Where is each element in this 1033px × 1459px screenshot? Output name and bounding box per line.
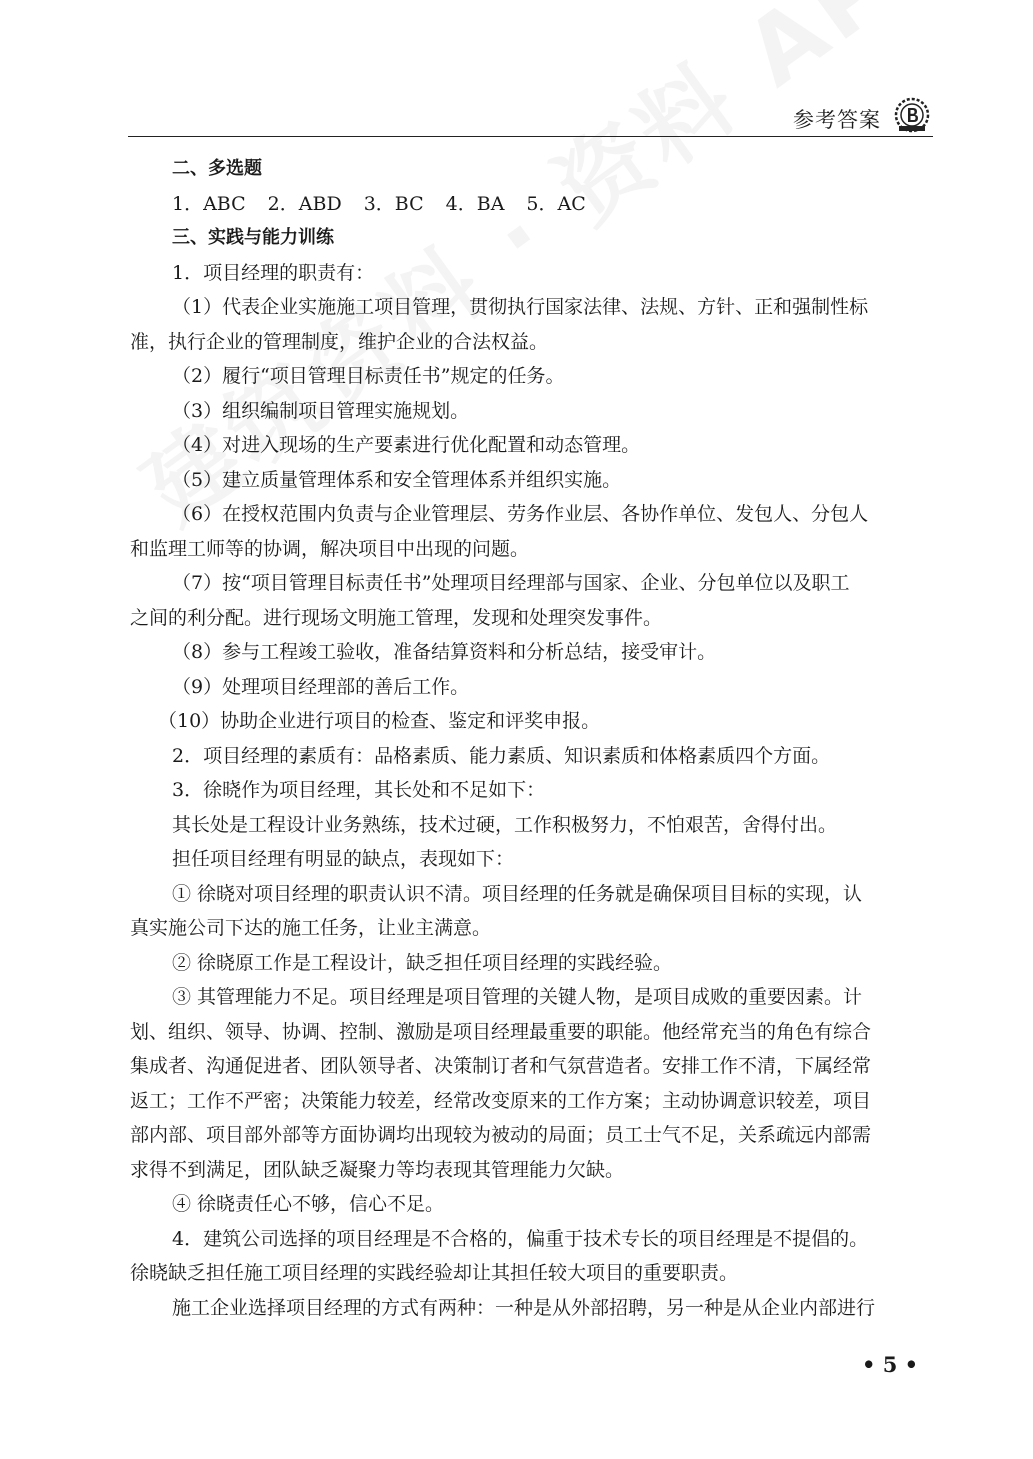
weakness-point-3-line-2: 划、组织、领导、协调、控制、激励是项目经理最重要的职能。他经常充当的角色有综合	[130, 1020, 872, 1043]
duty-list	[130, 290, 932, 704]
book-emblem-icon	[893, 96, 931, 134]
answer-4: 4．BA	[445, 192, 505, 215]
section-heading-practice: 三、实践与能力训练	[172, 227, 334, 248]
weakness-point-1-line-1: ① 徐晓对项目经理的职责认识不清。项目经理的任务就是确保项目目标的实现，认	[172, 882, 863, 905]
duty-item-6-line-1: （6）在授权范围内负责与企业管理层、劳务作业层、各协作单位、发包人、分包人	[172, 503, 869, 525]
weakness-list	[130, 877, 932, 1222]
duty-item-10: （10）协助企业进行项目的检查、鉴定和评奖申报。	[158, 710, 601, 732]
question-4-line-2: 徐晓缺乏担任施工项目经理的实践经验却让其担任较大项目的重要职责。	[130, 1262, 739, 1284]
duty-item-9: （9）处理项目经理部的善后工作。	[172, 675, 470, 698]
weakness-point-4: ④ 徐晓责任心不够，信心不足。	[172, 1193, 445, 1215]
answer-list	[130, 187, 932, 222]
duty-item-8: （8）参与工程竣工验收，准备结算资料和分析总结，接受审计。	[172, 641, 717, 663]
question-1-intro: 1．项目经理的职责有：	[172, 261, 375, 284]
weakness-intro: 担任项目经理有明显的缺点，表现如下：	[172, 848, 515, 870]
weakness-point-1-line-2: 真实施公司下达的施工任务，让业主满意。	[130, 917, 492, 939]
weakness-point-3-line-5: 部内部、项目部外部等方面协调均出现较为被动的局面；员工士气不足，关系疏远内部需	[130, 1124, 872, 1146]
weakness-point-2: ② 徐晓原工作是工程设计，缺乏担任项目经理的实践经验。	[172, 951, 673, 974]
section-heading-multiple-choice: 二、多选题	[172, 158, 262, 179]
duty-item-1-line-1: （1）代表企业实施施工项目管理，贯彻执行国家法律、法规、方针、正和强制性标	[172, 296, 869, 318]
duty-item-1-line-2: 准，执行企业的管理制度，维护企业的合法权益。	[130, 330, 549, 353]
duty-item-7-line-1: （7）按“项目管理目标责任书”处理项目经理部与国家、企业、分包单位以及职工	[172, 572, 850, 594]
answer-3: 3．BC	[363, 192, 424, 215]
duty-item-5: （5）建立质量管理体系和安全管理体系并组织实施。	[172, 468, 622, 491]
question-4-line-1: 4．建筑公司选择的项目经理是不合格的，偏重于技术专长的项目经理是不提倡的。	[172, 1227, 869, 1250]
header-title: 参考答案	[793, 108, 881, 132]
question-2: 2．项目经理的素质有：品格素质、能力素质、知识素质和体格素质四个方面。	[172, 744, 831, 767]
answer-2: 2．ABD	[267, 192, 342, 215]
duty-item-7-line-2: 之间的利分配。进行现场文明施工管理，发现和处理突发事件。	[130, 606, 663, 629]
question-4-continued: 施工企业选择项目经理的方式有两种：一种是从外部招聘，另一种是从企业内部进行	[172, 1296, 876, 1319]
page-header	[128, 96, 933, 137]
duty-item-4: （4）对进入现场的生产要素进行优化配置和动态管理。	[172, 434, 641, 456]
answer-1: 1．ABC	[172, 192, 246, 215]
weakness-point-3-line-1: ③ 其管理能力不足。项目经理是项目管理的关键人物，是项目成败的重要因素。计	[172, 986, 863, 1008]
duty-item-6-line-2: 和监理工师等的协调，解决项目中出现的问题。	[130, 537, 530, 560]
question-3-intro: 3．徐晓作为项目经理，其长处和不足如下：	[172, 779, 546, 801]
duty-item-3: （3）组织编制项目管理实施规划。	[172, 399, 470, 422]
weakness-point-3-line-3: 集成者、沟通促进者、团队领导者、决策制订者和气氛营造者。安排工作不清，下属经常	[130, 1055, 872, 1077]
strength-paragraph: 其长处是工程设计业务熟练，技术过硬，工作积极努力，不怕艰苦，舍得付出。	[172, 813, 838, 836]
answer-5: 5．AC	[526, 192, 586, 215]
duty-item-2: （2）履行“项目管理目标责任书”规定的任务。	[172, 365, 565, 387]
page-content	[130, 152, 932, 1325]
weakness-point-3-line-4: 返工；工作不严密；决策能力较差，经常改变原来的工作方案；主动协调意识较差，项目	[130, 1089, 872, 1112]
weakness-point-3-line-6: 求得不到满足，团队缺乏凝聚力等均表现其管理能力欠缺。	[130, 1158, 625, 1181]
page-number: • 5 •	[862, 1352, 919, 1377]
